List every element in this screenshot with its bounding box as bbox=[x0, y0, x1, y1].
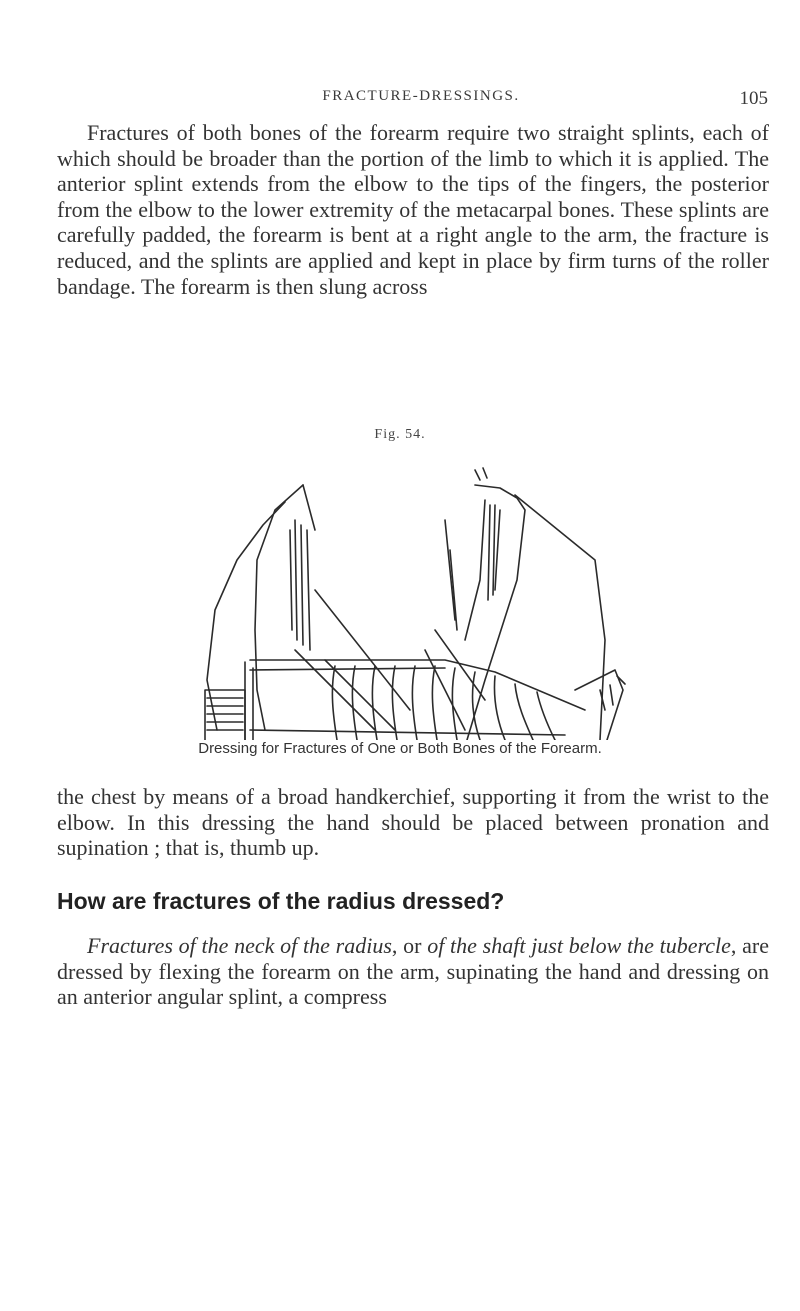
paragraph-sling: the chest by means of a broad handkerchief, supporting it from the wrist to the elbow. In this dressing the hand should be placed between pronation and supination ; that is, thumb up. bbox=[57, 784, 769, 861]
text-segment-1: , or bbox=[391, 933, 428, 958]
italic-shaft-below-tubercle: of the shaft just below the tubercle bbox=[427, 933, 731, 958]
running-head bbox=[56, 88, 768, 112]
running-title: FRACTURE-DRESSINGS. bbox=[322, 88, 520, 104]
text-segment-2: , are dressed by flexing the forearm on the arm, supinating the hand and dressing on an anterior angular splint, a compress bbox=[57, 933, 769, 1010]
page-number: 105 bbox=[739, 88, 768, 109]
italic-neck-of-radius: Fractures of the neck of the radius bbox=[87, 933, 392, 958]
paragraph-radius-fractures bbox=[57, 933, 769, 1010]
forearm-dressing-illustration bbox=[145, 440, 665, 760]
figure-label: Fig. 54. bbox=[374, 427, 426, 442]
figure-caption: Dressing for Fractures of One or Both Bones of the Forearm. bbox=[198, 740, 602, 757]
question-heading: How are fractures of the radius dressed? bbox=[57, 888, 505, 914]
paragraph-fractures-both-bones: Fractures of both bones of the forearm require two straight splints, each of which should be broader than the portion of the limb to which it is applied. The anterior splint extends from the elbow to the tips of the fingers, the posterior from the elbow to the lower extremity of the metacarpal bones. These splints are carefully padded, the forearm is bent at a right angle to the arm, the fracture is reduced, and the splints are applied and kept in place by firm turns of the roller bandage. The forearm is then slung across bbox=[57, 120, 769, 299]
